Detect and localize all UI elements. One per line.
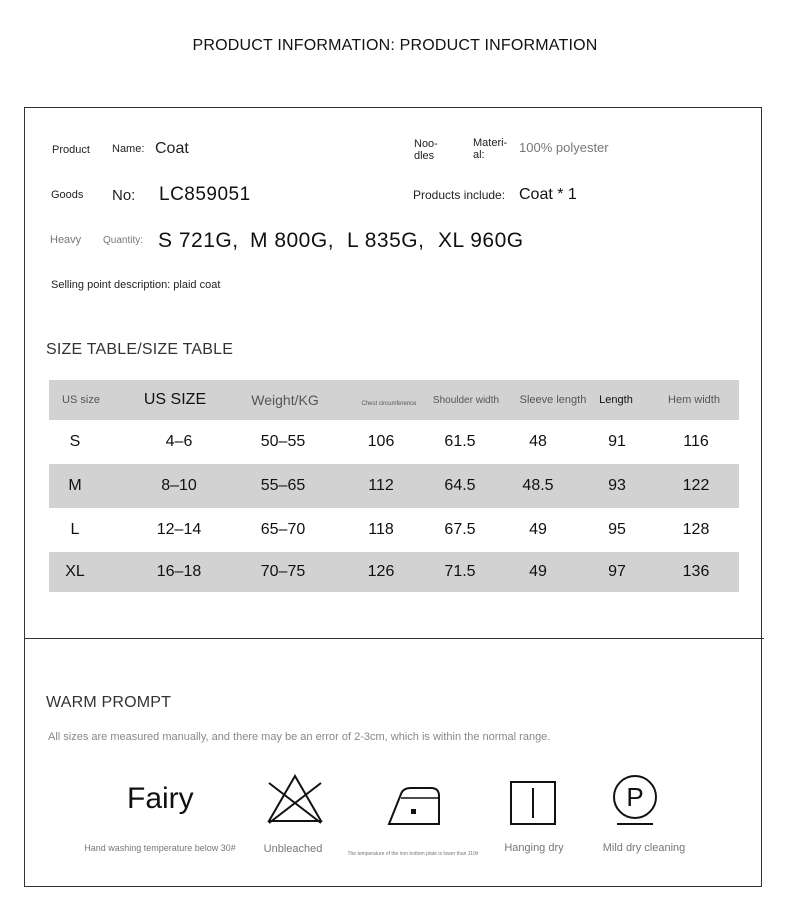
material-label-a2: dles xyxy=(414,150,435,162)
cell-sleeve: 49 xyxy=(529,563,547,580)
quantity-label: Quantity: xyxy=(103,235,144,246)
cell-length: 95 xyxy=(608,521,626,538)
size-table-heading: SIZE TABLE/SIZE TABLE xyxy=(46,341,234,358)
cell-shoulder: 64.5 xyxy=(444,477,476,494)
size-table xyxy=(49,380,739,592)
mild-dry-clean-icon xyxy=(611,773,659,827)
cell-hem: 116 xyxy=(683,433,709,450)
col-header: Weight/KG xyxy=(251,392,319,408)
cell-us-size: 16–18 xyxy=(156,563,202,580)
col-header: US SIZE xyxy=(143,391,207,408)
cell-size: M xyxy=(68,477,82,494)
cell-sleeve: 49 xyxy=(529,521,547,538)
cell-hem: 122 xyxy=(682,477,710,494)
col-header: Hem width xyxy=(668,394,720,406)
table-row xyxy=(49,420,739,464)
material-value: 100% polyester xyxy=(519,140,609,155)
cell-shoulder: 71.5 xyxy=(444,563,476,580)
hanging-dry-icon xyxy=(509,780,557,826)
cell-size: XL xyxy=(65,563,85,580)
cell-sleeve: 48.5 xyxy=(522,477,554,494)
cell-chest: 112 xyxy=(368,477,394,494)
material-label-a1: Noo- xyxy=(414,138,438,150)
table-row xyxy=(49,552,739,592)
cell-sleeve: 48 xyxy=(529,433,547,450)
measurement-note: All sizes are measured manually, and there may be an error of 2-3cm, which is within the normal range. xyxy=(48,731,551,743)
material-label-a xyxy=(414,138,438,162)
cell-shoulder: 67.5 xyxy=(444,521,476,538)
cell-chest: 106 xyxy=(367,433,395,450)
weight-xl: XL 960G xyxy=(438,229,524,252)
material-label-b2: al: xyxy=(473,149,485,161)
cell-weight: 50–55 xyxy=(260,433,306,450)
selling-point: Selling point description: plaid coat xyxy=(51,279,221,291)
cell-length: 97 xyxy=(608,563,626,580)
weight-m: M 800G, xyxy=(250,229,335,252)
col-header: Shoulder width xyxy=(432,394,500,406)
page-title: PRODUCT INFORMATION: PRODUCT INFORMATION xyxy=(192,37,598,54)
col-header: Chest circumference xyxy=(361,401,417,407)
cell-chest: 126 xyxy=(367,563,395,580)
col-header: Length xyxy=(599,394,633,406)
care-label-hand-wash: Hand washing temperature below 30# xyxy=(84,843,236,853)
no-label: No: xyxy=(112,187,136,204)
cell-us-size: 8–10 xyxy=(161,477,197,494)
cell-size: L xyxy=(70,521,80,538)
material-label-b xyxy=(473,137,507,161)
weight-l: L 835G, xyxy=(347,229,425,252)
cell-hem: 136 xyxy=(682,563,710,580)
weight-s: S 721G, xyxy=(158,229,239,252)
cell-shoulder: 61.5 xyxy=(444,433,476,450)
care-label-iron: The temperature of the iron bottom plate is lower than 110# xyxy=(347,851,479,857)
cell-hem: 128 xyxy=(682,521,710,538)
cell-weight: 70–75 xyxy=(260,563,306,580)
care-label-unbleached: Unbleached xyxy=(263,843,323,855)
product-label: Product xyxy=(52,144,90,156)
material-label-b1: Materi- xyxy=(473,137,508,149)
col-header: US size xyxy=(62,394,100,406)
cell-length: 91 xyxy=(608,433,626,450)
cell-chest: 118 xyxy=(368,521,394,538)
care-label-dry-clean: Mild dry cleaning xyxy=(602,842,686,854)
no-value: LC859051 xyxy=(159,184,251,205)
table-header-row xyxy=(49,380,739,420)
cell-length: 93 xyxy=(608,477,626,494)
heavy-label: Heavy xyxy=(50,234,82,246)
cell-size: S xyxy=(69,433,81,450)
section-divider xyxy=(24,638,764,639)
warm-prompt-heading: WARM PROMPT xyxy=(46,694,172,711)
includes-value: Coat * 1 xyxy=(519,186,577,203)
name-label: Name: xyxy=(112,143,145,155)
col-header: Sleeve length xyxy=(519,394,587,406)
table-row xyxy=(49,464,739,508)
name-value: Coat xyxy=(155,140,189,157)
no-bleach-icon xyxy=(265,773,325,825)
iron-low-temp-icon xyxy=(387,782,441,826)
care-label-hanging-dry: Hanging dry xyxy=(504,842,564,854)
cell-weight: 55–65 xyxy=(260,477,306,494)
svg-text:P: P xyxy=(626,782,644,812)
cell-us-size: 12–14 xyxy=(156,521,202,538)
goods-label: Goods xyxy=(51,189,84,201)
includes-label: Products include: xyxy=(413,188,506,202)
cell-us-size: 4–6 xyxy=(165,433,193,450)
cell-weight: 65–70 xyxy=(260,521,306,538)
fairy-wash-icon: Fairy xyxy=(127,782,194,815)
table-row xyxy=(49,508,739,552)
